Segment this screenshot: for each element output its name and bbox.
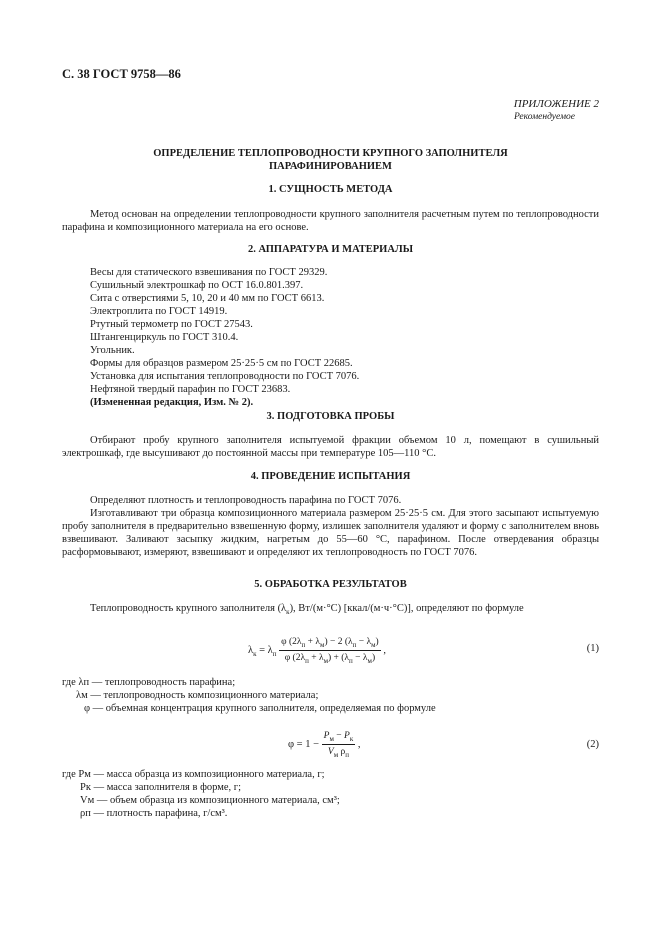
formula-2-definitions: [62, 768, 599, 820]
section-5-intro-sub: к: [286, 608, 290, 617]
section-3-text-body: Отбирают пробу крупного заполнителя испытуемой фракции объемом 10 л, помещают в сушильный электрошкаф, где высушивают до постоянной массы при температуре 105—110 °С.: [62, 435, 599, 459]
list-item: Установка для испытания теплопроводности по ГОСТ 7076.: [90, 371, 360, 382]
formula-2-number: (2): [586, 739, 599, 750]
section-4-p1: [62, 494, 599, 507]
section-4-heading: 4. ПРОВЕДЕНИЕ ИСПЫТАНИЯ: [250, 471, 411, 482]
appendix-title: ПРИЛОЖЕНИЕ 2: [513, 98, 599, 110]
section-5-intro: [62, 602, 599, 615]
list-item: Штангенциркуль по ГОСТ 310.4.: [90, 332, 239, 343]
formula-1: [62, 630, 599, 666]
page-header: С. 38 ГОСТ 9758—86: [62, 67, 181, 81]
definition-line: Pк — масса заполнителя в форме, г;: [80, 782, 241, 793]
list-item: Сушильный электрошкаф по ОСТ 16.0.801.397.: [90, 280, 304, 291]
list-item: Электроплита по ГОСТ 14919.: [90, 306, 228, 317]
list-item: Сита с отверстиями 5, 10, 20 и 40 мм по ГОСТ 6613.: [90, 293, 325, 304]
formula-1-definitions: [62, 676, 599, 715]
definition-line: Vм — объем образца из композиционного материала, см³;: [80, 795, 340, 806]
definition-line: ρп — плотность парафина, г/см³.: [80, 808, 228, 819]
section-3-heading: 3. ПОДГОТОВКА ПРОБЫ: [266, 411, 395, 422]
section-4-p2-body: Изготавливают три образца композиционного материала размером 25·25·5 см. Для этого засыпают испытуемую пробу заполнителя в предварительно взвешенную форму, излишек заполнителя удаляют и форму с заполнителем вновь взвешивают. Заливают засыпку жидким, нагретым до 55—60 °С, парафином. После отвердевания образцы расформовывают, измеряют, взвешивают и определяют их теплопроводность по ГОСТ 7076.: [62, 508, 599, 558]
section-5-intro-b: ), Вт/(м·°С) [ккал/(м·ч·°С)], определяют по формуле: [289, 603, 524, 614]
equipment-list: [90, 266, 599, 409]
formula-2: [62, 726, 599, 762]
definition-line: где Pм — масса образца из композиционного материала, г;: [62, 769, 325, 780]
section-4-p1-body: Определяют плотность и теплопроводность парафина по ГОСТ 7076.: [90, 495, 402, 506]
section-5-intro-a: Теплопроводность крупного заполнителя (λ: [90, 603, 287, 614]
definition-line: φ — объемная концентрация крупного заполнителя, определяемая по формуле: [84, 703, 436, 714]
appendix-note: Рекомендуемое: [513, 112, 575, 122]
edit-note: (Измененная редакция, Изм. № 2).: [90, 397, 254, 408]
list-item: Формы для образцов размером 25·25·5 см по ГОСТ 22685.: [90, 358, 353, 369]
document-title-line2: ПАРАФИНИРОВАНИЕМ: [269, 161, 392, 172]
document-title-line1: ОПРЕДЕЛЕНИЕ ТЕПЛОПРОВОДНОСТИ КРУПНОГО ЗАПОЛНИТЕЛЯ: [153, 148, 508, 159]
section-1-text-body: Метод основан на определении теплопроводности крупного заполнителя расчетным путем по теплопроводности парафина и композиционного материала на его основе.: [62, 209, 599, 233]
section-3-text: [62, 434, 599, 460]
list-item: Ртутный термометр по ГОСТ 27543.: [90, 319, 253, 330]
section-1-heading: 1. СУЩНОСТЬ МЕТОДА: [268, 184, 393, 195]
section-4-p2: [62, 507, 599, 559]
list-item: Весы для статического взвешивания по ГОСТ 29329.: [90, 267, 328, 278]
section-5-heading: 5. ОБРАБОТКА РЕЗУЛЬТАТОВ: [254, 579, 407, 590]
formula-1-number: (1): [586, 643, 599, 654]
definition-line: где λп — теплопроводность парафина;: [62, 677, 236, 688]
list-item: Нефтяной твердый парафин по ГОСТ 23683.: [90, 384, 291, 395]
formula-1-expression: $\lambda_к = \lambda_п$ $\frac{\varphi (2\lambda_п + \lambda_м) - 2 (\lambda_п - \lambda_м)}{\varphi (2\lambda_п + \lambda_м) + (\lambda_п - \lambda_м)}$ ,: [248, 637, 386, 665]
definition-line: λм — теплопроводность композиционного материала;: [76, 690, 319, 701]
formula-2-expression: φ = 1 − $\frac{P_м - P_к}{V_м \rho_п}$ ,: [288, 731, 361, 759]
list-item: Угольник.: [90, 345, 135, 356]
section-2-heading: 2. АППАРАТУРА И МАТЕРИАЛЫ: [247, 244, 414, 255]
section-1-text: [62, 208, 599, 234]
